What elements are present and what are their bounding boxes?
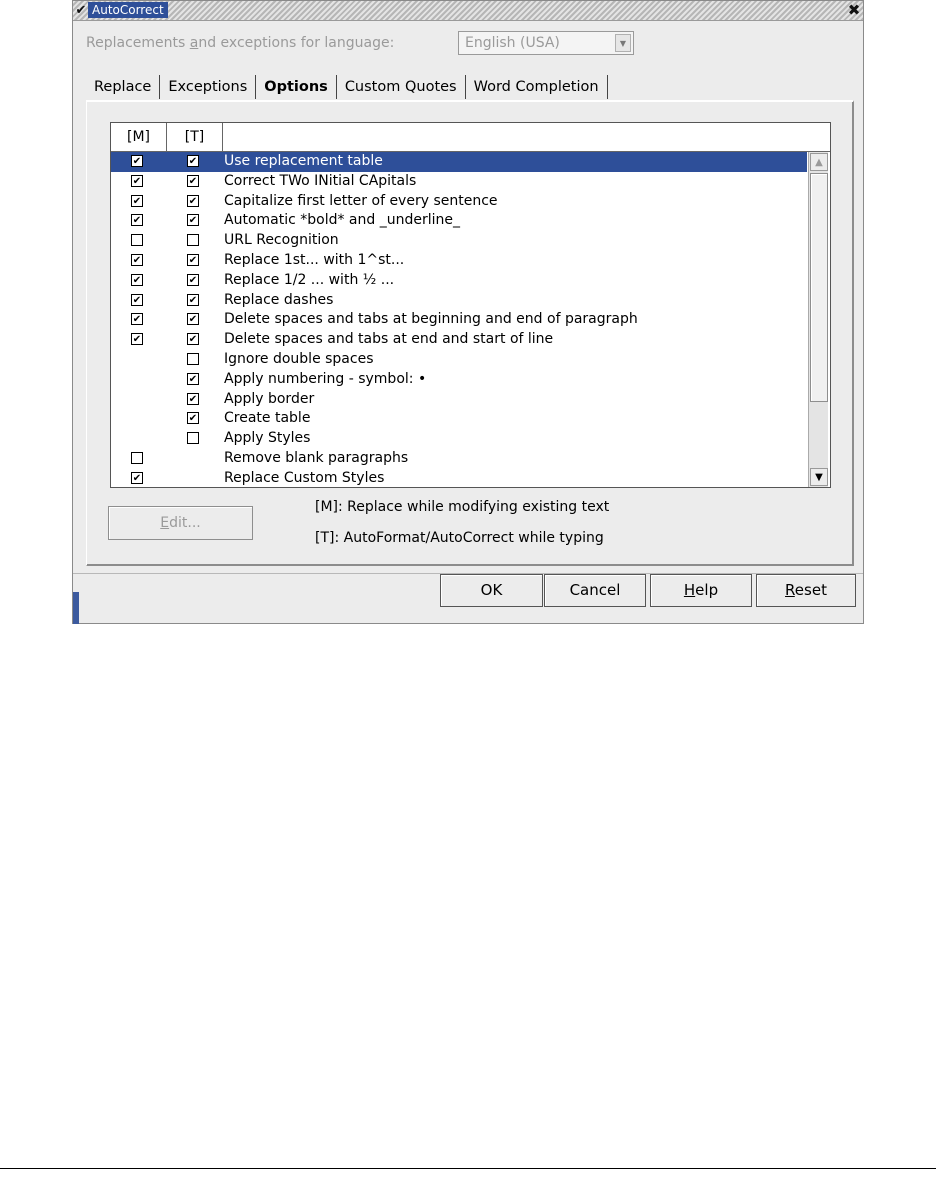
checkbox-t[interactable] [187,155,199,167]
checkbox-t[interactable] [187,234,199,246]
column-header-t[interactable]: [T] [167,123,223,151]
scroll-up-icon[interactable]: ▲ [810,153,828,171]
checkbox-t[interactable] [187,373,199,385]
legend-m: [M]: Replace while modifying existing text [315,499,610,515]
list-item-label: Apply border [224,390,315,407]
list-item[interactable] [111,152,807,172]
list-item-label: URL Recognition [224,232,339,249]
list-item[interactable] [111,390,807,410]
options-tab-panel [86,100,854,566]
scroll-thumb[interactable] [810,173,828,402]
scroll-down-icon[interactable]: ▼ [810,468,828,486]
checkbox-m[interactable] [131,472,143,484]
checkbox-m[interactable] [131,155,143,167]
list-item[interactable] [111,330,807,350]
checkbox-t[interactable] [187,333,199,345]
help-button[interactable]: Help [650,574,752,607]
checkbox-m[interactable] [131,195,143,207]
checkbox-m[interactable] [131,254,143,266]
language-select[interactable] [458,31,634,55]
checkbox-t[interactable] [187,432,199,444]
list-item-label: Use replacement table [224,153,383,169]
checkbox-m[interactable] [131,274,143,286]
list-item-label: Automatic *bold* and _underline_ [224,212,460,229]
list-item[interactable] [111,409,807,429]
list-item[interactable] [111,211,807,231]
checkbox-m[interactable] [131,452,143,464]
list-item[interactable] [111,251,807,271]
legend-t: [T]: AutoFormat/AutoCorrect while typing [315,530,604,546]
language-value: English (USA) [465,35,560,51]
vertical-scrollbar[interactable] [808,152,828,487]
checkbox-t[interactable] [187,353,199,365]
language-label: Replacements and exceptions for language: [86,35,395,51]
checkbox-t[interactable] [187,412,199,424]
list-item[interactable] [111,449,807,469]
list-item-label: Replace Custom Styles [224,469,385,486]
list-item-label: Correct TWo INitial CApitals [224,172,417,189]
list-item[interactable] [111,310,807,330]
checkbox-m[interactable] [131,313,143,325]
window-menu-icon[interactable]: ✔ [75,2,87,18]
tab-exceptions[interactable]: Exceptions [160,75,256,99]
list-item[interactable] [111,271,807,291]
cancel-button[interactable]: Cancel [544,574,646,607]
autocorrect-dialog [72,0,864,624]
tab-options[interactable]: Options [256,75,337,99]
window-title: AutoCorrect [88,2,168,18]
list-item-label: Delete spaces and tabs at beginning and end of paragraph [224,311,638,328]
list-item-label: Apply Styles [224,430,311,447]
language-row [86,31,646,57]
ok-button[interactable]: OK [440,574,543,607]
options-rows [111,152,807,488]
tab-bar [86,75,608,101]
list-item-label: Replace 1/2 ... with ½ ... [224,271,395,288]
list-item[interactable] [111,350,807,370]
list-item-label: Remove blank paragraphs [224,449,409,466]
list-item[interactable] [111,231,807,251]
checkbox-t[interactable] [187,175,199,187]
list-item-label: Ignore double spaces [224,350,374,367]
list-item-label: Replace 1st... with 1^st... [224,251,405,268]
title-bar[interactable] [73,1,863,21]
options-list[interactable] [110,122,831,488]
column-header-m[interactable]: [M] [111,123,167,151]
close-icon[interactable]: ✖ [847,1,861,19]
checkbox-t[interactable] [187,195,199,207]
checkbox-m[interactable] [131,175,143,187]
checkbox-m[interactable] [131,214,143,226]
checkbox-t[interactable] [187,393,199,405]
list-item-label: Apply numbering - symbol: • [224,370,427,387]
window-edge-strip [73,592,79,624]
checkbox-t[interactable] [187,294,199,306]
checkbox-m[interactable] [131,333,143,345]
checkbox-m[interactable] [131,234,143,246]
list-item-label: Replace dashes [224,291,334,308]
list-item-label: Delete spaces and tabs at end and start of line [224,331,554,348]
checkbox-t[interactable] [187,274,199,286]
checkbox-t[interactable] [187,214,199,226]
reset-button[interactable]: Reset [756,574,856,607]
chevron-down-icon[interactable]: ▼ [615,34,631,52]
tab-replace[interactable]: Replace [86,75,160,99]
list-item[interactable] [111,469,807,488]
list-item[interactable] [111,370,807,390]
checkbox-t[interactable] [187,313,199,325]
list-item[interactable] [111,291,807,311]
checkbox-m[interactable] [131,294,143,306]
list-item[interactable] [111,172,807,192]
tab-word-completion[interactable]: Word Completion [466,75,608,99]
tab-custom-quotes[interactable]: Custom Quotes [337,75,466,99]
list-item-label: Capitalize first letter of every sentence [224,192,498,209]
checkbox-t[interactable] [187,254,199,266]
edit-button[interactable]: Edit... [108,506,253,540]
list-item[interactable] [111,429,807,449]
list-item-label: Create table [224,410,311,427]
list-header [111,123,830,152]
page-bottom-rule [0,1168,936,1169]
list-item[interactable] [111,192,807,212]
